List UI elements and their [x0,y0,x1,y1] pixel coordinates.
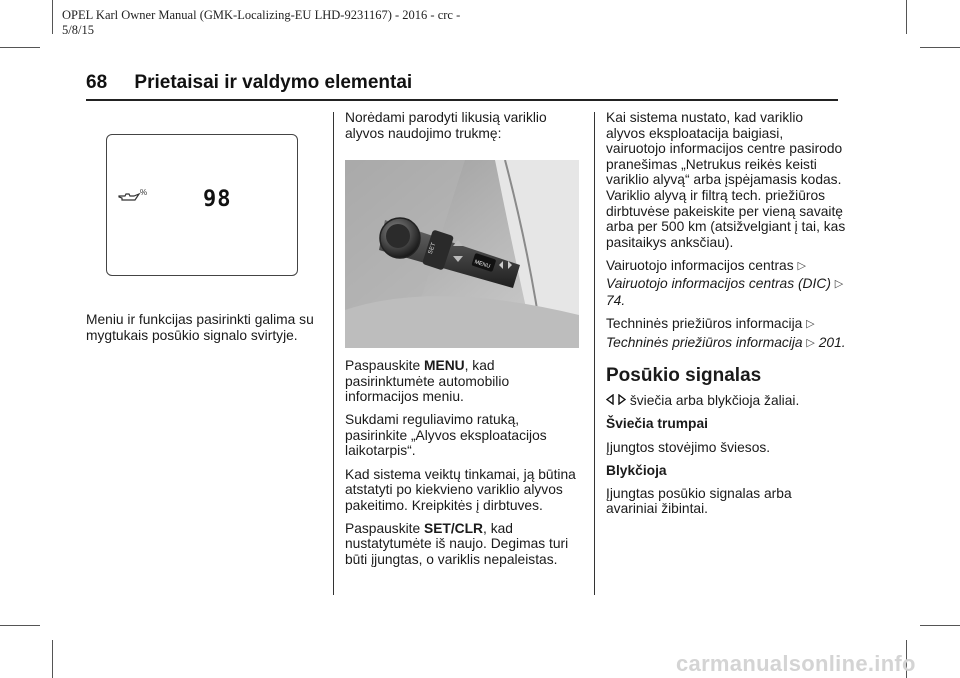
oil-life-display-illustration [106,134,298,276]
dic-reference-text: Vairuotojo informacijos centras [606,257,794,273]
reference-arrow-icon: ▷ [834,278,844,291]
menu-paragraph-post: , kad pasirinktumėte automobilio informacijos meniu. [345,358,510,405]
service-reference[interactable] [606,316,846,333]
service-reference-text: Techninės priežiūros informacija [606,316,803,332]
turn-signal-lever-photo [345,160,579,348]
column-3 [606,110,846,524]
watermark: carmanualsonline.info [676,651,916,676]
reference-arrow-icon: ▷ [806,318,815,331]
sub-heading-short-light: Šviečia trumpai [606,416,708,432]
dic-reference-page: 74. [606,293,626,309]
crop-mark [906,0,907,34]
menu-label: MENU [473,259,491,270]
dic-reference-title: Vairuotojo informacijos centras (DIC) [606,276,831,292]
print-header [62,8,460,38]
page-heading [86,72,412,94]
print-header-line2: 5/8/15 [62,23,94,37]
set-clr-paragraph [345,521,585,568]
short-light-text: Įjungtos stovėjimo šviesos. [606,439,771,455]
oil-change-paragraph: Kai sistema nustato, kad variklio alyvos eksploatacija baigiasi, vairuotojo informacijos centre pasirodo pranešimas „Netrukus reikės keisti variklio alyvą“ arba įspėjamasis kodas. Variklio alyvą ir filtrą tech. priežiūros dirbtuvėse pakeiskite per vieną savaitę arba per 500 km (atsižvelgiant į tai, kas pasitaikys anksčiau). [606,110,846,250]
turn-signal-text: šviečia arba blykčioja žaliai. [629,393,800,409]
crop-mark [0,47,40,48]
turn-signal-arrows-icon [606,393,630,408]
column-2-continued [345,358,585,575]
column-divider [333,112,334,595]
dic-reference[interactable] [606,258,846,275]
dic-reference-italic[interactable] [606,276,846,308]
crop-mark [920,47,960,48]
page-number: 68 [86,72,108,93]
page-title: Prietaisai ir valdymo elementai [134,72,413,93]
menu-intro-paragraph: Meniu ir funkcijas pasirinkti galima su mygtukais posūkio signalo svirtyje. [86,312,314,343]
set-label: SET [427,242,438,256]
set-clr-key-label: SET/CLR [424,520,484,536]
crop-mark [52,640,53,678]
section-heading-turn-signal: Posūkio signalas [606,365,762,387]
turn-signal-paragraph [606,393,846,409]
oil-can-icon [117,191,141,209]
service-reference-title: Techninės priežiūros informacija [606,334,803,350]
menu-paragraph-pre: Paspauskite [345,358,424,373]
heading-rule [86,99,838,101]
reset-required-paragraph: Kad sistema veiktų tinkamai, ją būtina atstatyti po kiekvieno variklio alyvos pakeitimo. Kreipkitės į dirbtuves. [345,466,576,513]
menu-paragraph [345,358,585,405]
set-clr-paragraph-post: , kad nustatytumėte iš naujo. Degimas turi būti įjungtas, o variklis nepaleistas. [345,520,569,568]
service-reference-italic[interactable] [606,335,846,352]
print-header-line1: OPEL Karl Owner Manual (GMK-Localizing-EU LHD-9231167) - 2016 - crc - [62,8,461,22]
menu-key-label: MENU [424,358,465,373]
column-2 [345,110,585,149]
percent-sign: % [140,188,148,197]
oil-life-intro: Norėdami parodyti likusią variklio alyvos naudojimo trukmę: [345,110,547,141]
column-divider [594,112,595,595]
sub-heading-flashing: Blykčioja [606,462,667,478]
service-reference-page: 201. [818,334,846,350]
reference-arrow-icon: ▷ [797,259,806,272]
set-clr-paragraph-pre: Paspauskite [345,520,424,536]
crop-mark [920,625,960,626]
flashing-text: Įjungtas posūkio signalas arba avariniai žibintai. [606,485,792,517]
column-1 [86,312,318,351]
rotate-paragraph: Sukdami reguliavimo ratuką, pasirinkite „Alyvos eksploatacijos laikotarpis“. [345,412,547,459]
crop-mark [0,625,40,626]
crop-mark [52,0,53,34]
reference-arrow-icon: ▷ [806,336,815,349]
oil-life-value: 98 [203,187,232,212]
